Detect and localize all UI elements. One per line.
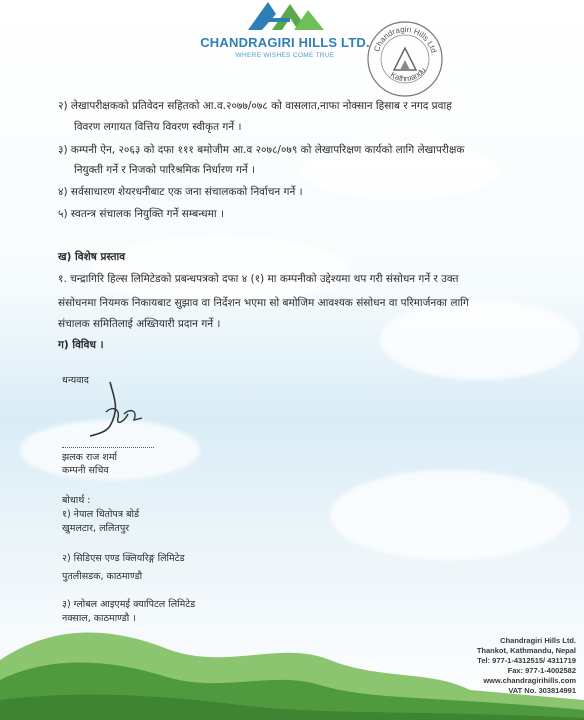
cc-heading: बोधार्थ : — [62, 495, 91, 506]
agenda-item-2: २) लेखापरीक्षकको प्रतिवेदन सहितको आ.व.२०७७/०७८ को वासलात,नाफा नोक्सान हिसाब र नगद प्रवाह — [58, 100, 452, 112]
miscellaneous-heading: ग) विविध । — [58, 339, 104, 351]
cc-entry-address: नक्साल, काठमाण्डौ । — [62, 613, 136, 624]
cc-entry-address: पुतलीसडक, काठमाण्डौ — [62, 571, 143, 582]
signatory-title: कम्पनी सचिव — [62, 465, 109, 476]
special-resolution-line-1: १. चन्द्रागिरि हिल्स लिमिटेडको प्रबन्धपत्रको दफा ४ (१) मा कम्पनीको उद्देश्यमा थप गरी संसोधन गर्ने र उक्त — [58, 273, 459, 285]
svg-text:Kathmandu: Kathmandu — [388, 65, 428, 84]
signature-line — [62, 447, 154, 448]
thanks-text: धन्यवाद — [62, 375, 89, 386]
special-resolution-heading: ख) विशेष प्रस्ताव — [58, 251, 126, 263]
cloud-decoration — [330, 470, 570, 560]
signatory-name: झलक राज शर्मा — [62, 452, 117, 463]
footer-website: www.chandragirihills.com — [483, 676, 576, 685]
company-logo-icon — [242, 0, 332, 34]
agenda-item-5: ५) स्वतन्त्र संचालक नियुक्ति गर्ने सम्बन्धमा । — [58, 208, 224, 220]
company-contact-block — [376, 636, 576, 696]
agenda-item-3-continued: नियुक्ती गर्ने र निजको पारिश्रमिक निर्धारण गर्ने । — [74, 164, 256, 176]
cc-entry-name: २) सिडिएस एण्ड क्लियरिङ्ग लिमिटेड — [62, 553, 185, 564]
footer-fax: Fax: 977-1-4002582 — [507, 666, 576, 675]
company-tagline: WHERE WISHES COME TRUE — [235, 52, 335, 59]
cc-entry-address: खुमलटार, ललितपुर — [62, 523, 130, 534]
agenda-item-4: ४) सर्वसाधारण शेयरधनीबाट एक जना संचालकको निर्वाचन गर्ने । — [58, 186, 303, 198]
signature-icon — [80, 378, 160, 440]
svg-text:Chandragiri Hills Ltd.: Chandragiri Hills Ltd. — [372, 24, 439, 57]
cloud-decoration — [380, 300, 580, 380]
footer-vat: VAT No. 303814991 — [508, 686, 576, 695]
agenda-item-3: ३) कम्पनी ऐन, २०६३ को दफा १११ बमोजीम आ.व २०७८/०७९ को लेखापरिक्षण कार्यको लागि लेखापरीक्षक — [58, 144, 465, 156]
letterhead — [0, 0, 584, 70]
special-resolution-line-3: संचालक समितिलाई अख्तियारी प्रदान गर्ने । — [58, 318, 221, 330]
footer-address: Thankot, Kathmandu, Nepal — [476, 646, 576, 655]
footer-tel: Tel: 977-1-4312515/ 4311719 — [477, 656, 576, 665]
company-name: CHANDRAGIRI HILLS LTD. — [200, 35, 370, 50]
company-seal-icon — [366, 20, 444, 98]
footer-company: Chandragiri Hills Ltd. — [500, 636, 576, 645]
agenda-item-2-continued: विवरण लगायत वित्तिय विवरण स्वीकृत गर्ने । — [74, 121, 242, 133]
cloud-decoration — [90, 235, 350, 305]
special-resolution-line-2: संसोधनमा नियमक निकायबाट सुझाव वा निर्देशन भएमा सो बमोजिम आवश्यक संसोधन वा परिमार्जनका लागि — [58, 297, 469, 309]
cc-entry-name: १) नेपाल धितोपत्र बोर्ड — [62, 509, 140, 520]
cc-entry-name: ३) ग्लोबल आइएमई क्यापिटल लिमिटेड — [62, 599, 196, 610]
